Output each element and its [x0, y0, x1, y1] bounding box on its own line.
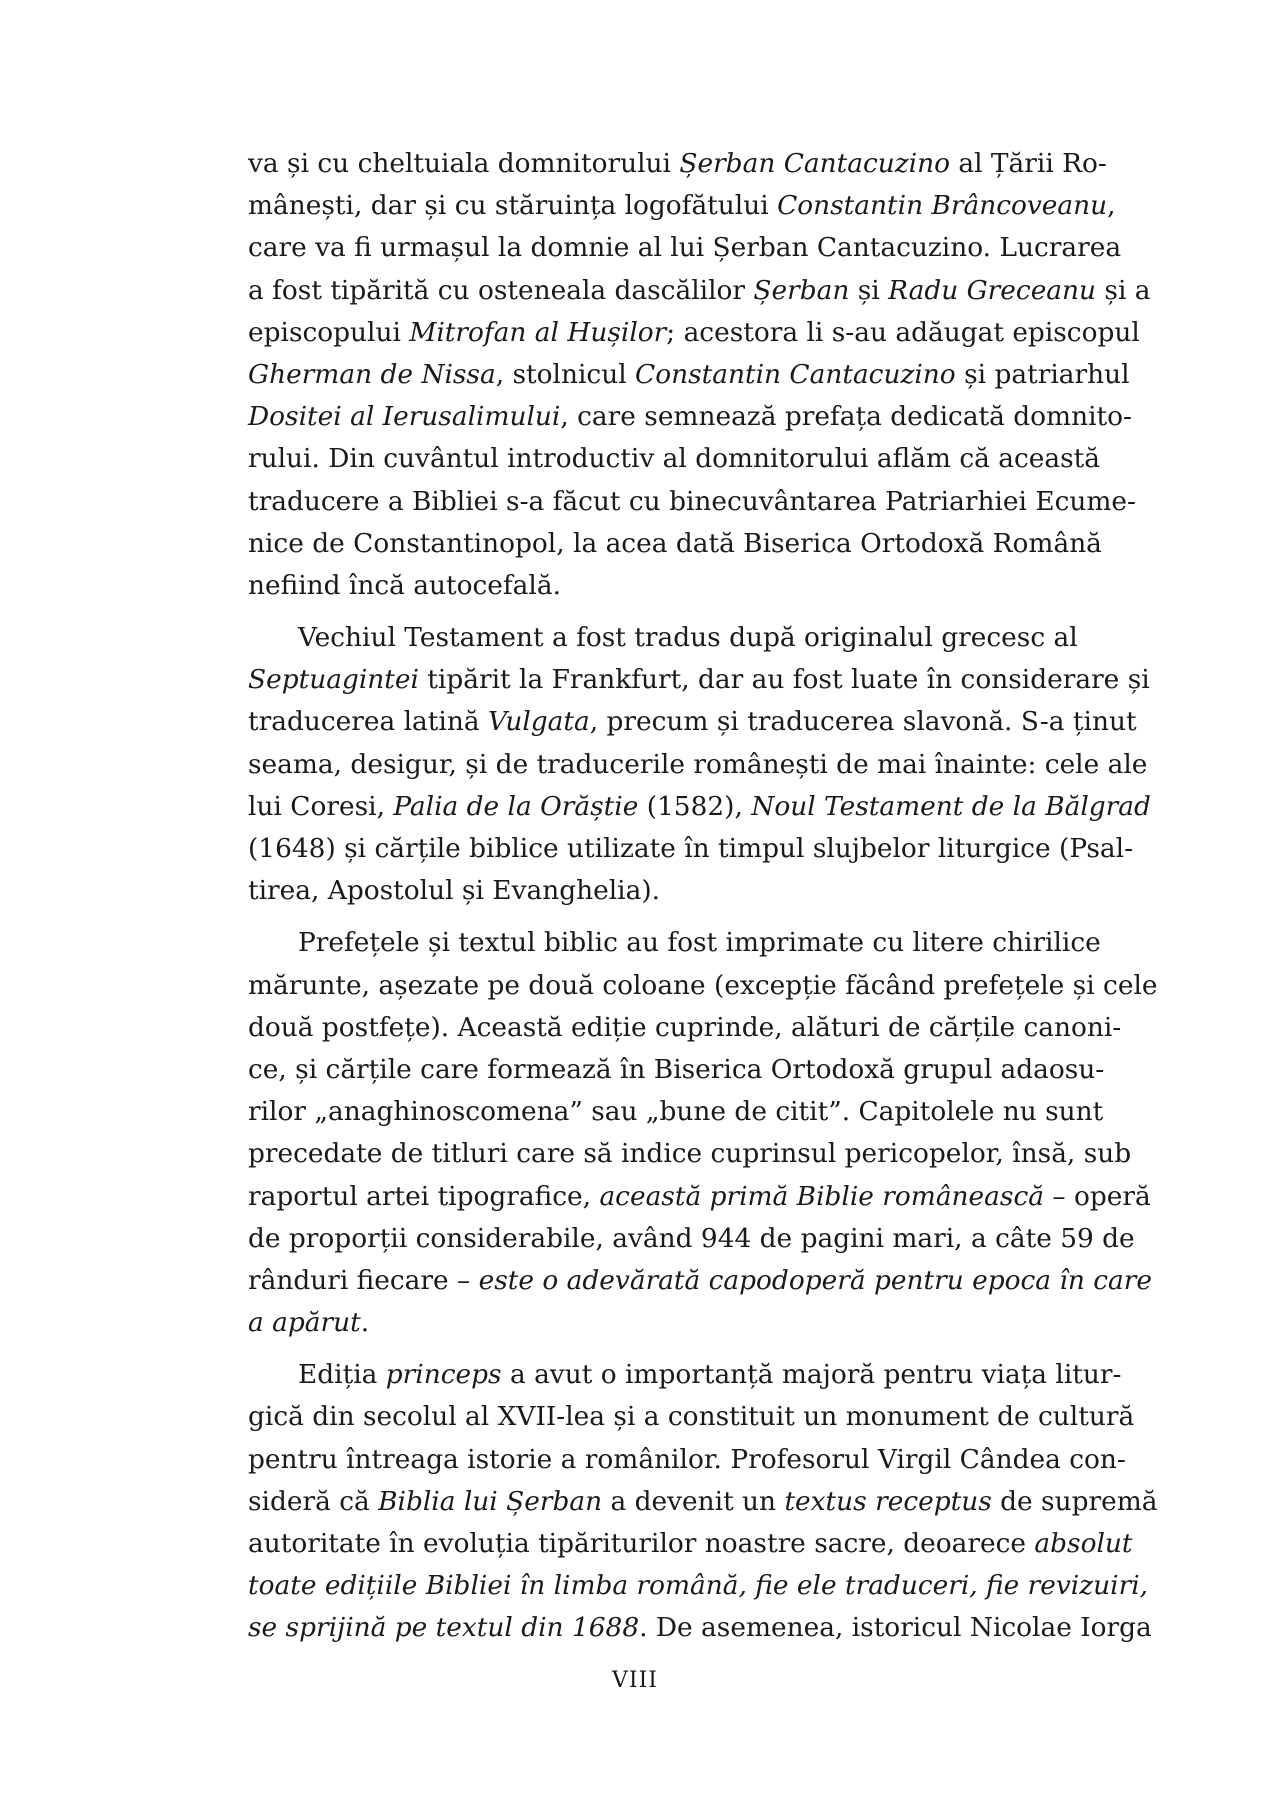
text-line [248, 1396, 1135, 1438]
text-span: rului. Din cuvântul introductiv al domnitorului aflăm că această [248, 443, 1100, 475]
italic-text: Constantin Brâncoveanu [777, 190, 1108, 222]
text-span: al Țării Ro- [949, 148, 1107, 179]
text-line [248, 617, 1078, 659]
text-span: seama, desigur, și de traducerile românești de mai înainte: cele ale [248, 748, 1148, 780]
italic-text: se sprijină pe textul din 1688 [248, 1612, 640, 1644]
text-span: rânduri fiecare – [248, 1264, 479, 1296]
text-line [248, 1049, 1105, 1091]
italic-text: Noul Testament de la Bălgrad [751, 790, 1151, 822]
text-line [248, 185, 1116, 227]
text-line [248, 438, 1100, 480]
text-span: pentru întreaga istorie a românilor. Profesorul Virgil Cândea con- [248, 1443, 1126, 1475]
text-line [248, 922, 1101, 964]
italic-text: Gherman de Nissa [248, 358, 496, 390]
text-span: traducere a Bibliei s-a făcut cu binecuvântarea Patriarhiei Ecume- [248, 485, 1136, 517]
text-span: și patriarhul [955, 358, 1130, 390]
text-span: – operă [1043, 1180, 1151, 1212]
text-line [248, 1607, 1152, 1649]
paragraph [248, 617, 1151, 912]
text-line [248, 1007, 1122, 1049]
text-span: Prefețele și textul biblic au fost imprimate cu litere chirilice [298, 927, 1101, 959]
text-line [248, 312, 1140, 354]
italic-text: a apărut [248, 1307, 361, 1339]
text-line [248, 786, 1151, 828]
italic-text: Șerban Cantacuzino [679, 148, 950, 179]
italic-text: toate edițiile Bibliei în limba română, fie ele traduceri, fie revizuiri, [248, 1570, 1149, 1602]
text-span: și [849, 274, 889, 306]
text-span: lui Coresi, [248, 790, 394, 822]
text-line [248, 1176, 1151, 1218]
text-span: gică din secolul al XVII-lea și a constituit un monument de cultură [248, 1401, 1135, 1433]
text-line [248, 1302, 1022, 1344]
text-line [248, 354, 1130, 396]
text-span: , precum și traducerea slavonă. S-a ținut [589, 706, 1137, 738]
text-line [248, 744, 1148, 786]
text-line [248, 396, 1132, 438]
text-line [248, 270, 1151, 312]
italic-text: Palia de la Orăștie [393, 790, 639, 822]
text-span: , stolnicul [495, 358, 636, 390]
text-span: tirea, Apostolul și Evanghelia). [248, 875, 661, 907]
paragraph [248, 143, 1151, 607]
text-span: a devenit un [602, 1485, 785, 1517]
text-span: și a [1096, 274, 1151, 306]
text-span: mărunte, așezate pe două coloane (excepție făcând prefețele și cele [248, 969, 1158, 1001]
text-span: Vechiul Testament a fost tradus după originalul grecesc al [298, 622, 1078, 654]
text-span: de supremă [991, 1485, 1158, 1517]
italic-text: Vulgata [487, 706, 590, 738]
text-span: nice de Constantinopol, la acea dată Biserica Ortodoxă Română [248, 527, 1102, 559]
text-line [248, 870, 1022, 912]
italic-text: Radu Greceanu [888, 274, 1097, 306]
italic-text: princeps [385, 1359, 502, 1391]
italic-text: Septuagintei [248, 664, 419, 696]
text-line [248, 227, 1122, 269]
italic-text: Mitrofan al Hușilor [409, 316, 667, 348]
text-line [248, 1091, 1104, 1133]
text-span: a avut o importanță majoră pentru viața litur- [501, 1359, 1122, 1391]
text-span: de proporții considerabile, având 944 de pagini mari, a câte 59 de [248, 1222, 1135, 1254]
text-span: precedate de titluri care să indice cuprinsul pericopelor, însă, sub [248, 1138, 1132, 1170]
text-span: care va fi urmașul la domnie al lui Șerban Cantacuzino. Lucrarea [248, 232, 1122, 264]
italic-text: Biblia lui Șerban [378, 1485, 603, 1517]
text-line [248, 1260, 1152, 1302]
text-span: nefiind încă autocefală. [248, 569, 561, 601]
paragraph [248, 922, 1158, 1344]
italic-text: Dositei al Ierusalimului [248, 401, 561, 433]
text-line [248, 659, 1150, 701]
body-text [248, 143, 1158, 1650]
text-line [248, 481, 1136, 523]
text-span: (1648) și cărțile biblice utilizate în timpul slujbelor liturgice (Psal- [248, 833, 1134, 864]
italic-text: Constantin Cantacuzino [635, 358, 956, 390]
italic-text: textus receptus [784, 1485, 992, 1517]
paragraph [248, 1354, 1158, 1649]
text-line [248, 701, 1137, 743]
text-line [248, 1565, 1149, 1607]
italic-text: este o adevărată capodoperă pentru epoca în care [478, 1264, 1152, 1296]
page-number: VIII [612, 1668, 658, 1693]
text-line [248, 828, 1134, 870]
text-span: tipărit la Frankfurt, dar au fost luate în considerare și [418, 664, 1150, 696]
text-span: , care semnează prefața dedicată domnito- [560, 401, 1132, 433]
text-line [248, 1218, 1135, 1260]
italic-text: absolut [1034, 1528, 1133, 1559]
text-span: Ediția [298, 1359, 386, 1391]
text-span: sideră că [248, 1485, 379, 1517]
italic-text: această primă Biblie românească [599, 1180, 1044, 1212]
text-span: ; acestora li s-au adăugat episcopul [666, 316, 1140, 348]
text-span: raportul artei tipografice, [248, 1180, 600, 1212]
text-span: . [360, 1307, 370, 1339]
text-span: rilor „anaghinoscomena” sau „bune de citit”. Capitolele nu sunt [248, 1096, 1104, 1128]
text-line [248, 1439, 1126, 1481]
italic-text: Șerban [753, 274, 850, 306]
text-span: episcopului [248, 316, 410, 348]
text-span: a fost tipărită cu osteneala dascălilor [248, 274, 754, 306]
text-line [248, 1523, 1133, 1565]
text-span: autoritate în evoluția tipăriturilor noastre sacre, deoarece [248, 1528, 1035, 1559]
text-line [248, 523, 1102, 565]
text-line [248, 565, 1022, 607]
text-line [248, 1133, 1132, 1175]
text-span: traducerea latină [248, 706, 488, 738]
text-span: , [1107, 190, 1116, 222]
text-span: (1582), [638, 790, 752, 822]
text-span: ce, și cărțile care formează în Biserica Ortodoxă grupul adaosu- [248, 1053, 1105, 1085]
text-span: va și cu cheltuiala domnitorului [248, 148, 680, 179]
text-line [248, 1354, 1122, 1396]
text-span: . De asemenea, istoricul Nicolae Iorga [639, 1612, 1152, 1644]
text-line [248, 965, 1158, 1007]
text-span: mânești, dar și cu stăruința logofătului [248, 190, 778, 222]
text-line [248, 143, 1107, 185]
text-line [248, 1481, 1158, 1523]
text-span: două postfețe). Această ediție cuprinde, alături de cărțile canoni- [248, 1011, 1122, 1043]
